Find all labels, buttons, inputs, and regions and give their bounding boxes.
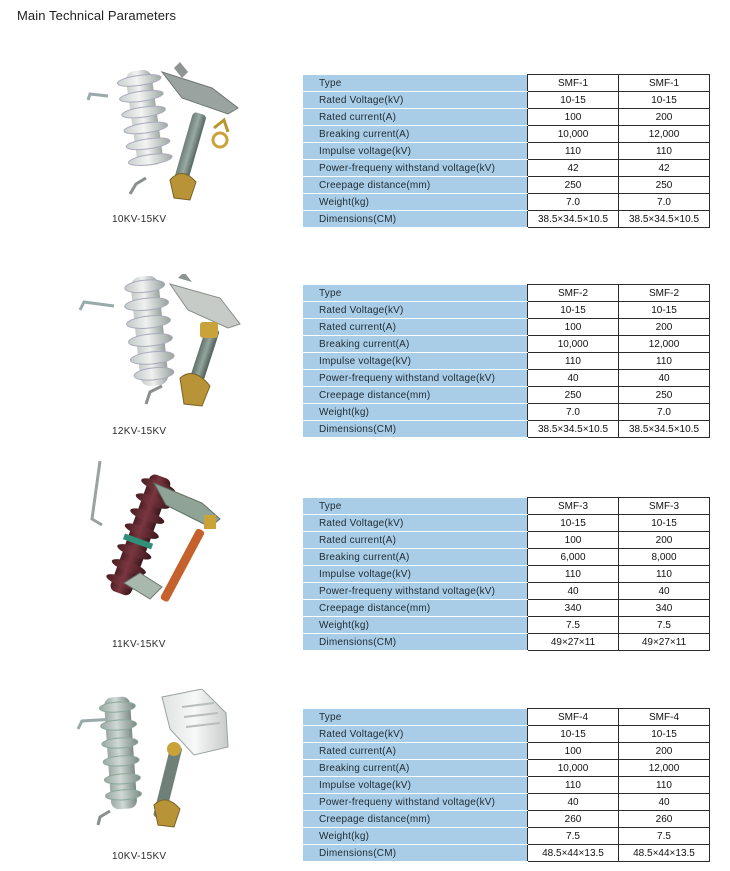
- param-label: Dimensions(CM): [303, 421, 528, 438]
- value-cell: 38.5×34.5×10.5: [619, 421, 710, 438]
- value-cell: 12,000: [619, 760, 710, 777]
- value-cell: 40: [528, 794, 619, 811]
- table-row: [303, 617, 710, 634]
- table-row: [303, 92, 710, 109]
- table-row: [303, 549, 710, 566]
- value-cell: 200: [619, 109, 710, 126]
- param-label: Creepage distance(mm): [303, 387, 528, 404]
- value-cell: 12,000: [619, 336, 710, 353]
- param-label: Weight(kg): [303, 828, 528, 845]
- param-label: Impulse voltage(kV): [303, 143, 528, 160]
- value-cell: 6,000: [528, 549, 619, 566]
- value-cell: 49×27×11: [528, 634, 619, 651]
- value-cell: 250: [528, 387, 619, 404]
- value-cell: 8,000: [619, 549, 710, 566]
- param-label: Power-frequeny withstand voltage(kV): [303, 370, 528, 387]
- param-label: Creepage distance(mm): [303, 811, 528, 828]
- param-label: Creepage distance(mm): [303, 177, 528, 194]
- value-cell: 7.5: [619, 828, 710, 845]
- value-cell: 7.0: [619, 404, 710, 421]
- value-cell: 48.5×44×13.5: [528, 845, 619, 862]
- param-label: Type: [303, 285, 528, 302]
- value-cell: 40: [619, 583, 710, 600]
- table-row: [303, 532, 710, 549]
- table-row: [303, 404, 710, 421]
- value-cell: 12,000: [619, 126, 710, 143]
- value-cell: 7.0: [528, 404, 619, 421]
- param-label: Rated Voltage(kV): [303, 726, 528, 743]
- param-label: Type: [303, 709, 528, 726]
- table-row: [303, 353, 710, 370]
- value-cell: 110: [528, 566, 619, 583]
- value-cell: 7.5: [528, 617, 619, 634]
- table-row: [303, 143, 710, 160]
- param-label: Dimensions(CM): [303, 845, 528, 862]
- table-row: [303, 794, 710, 811]
- value-cell: 7.0: [619, 194, 710, 211]
- value-cell: 200: [619, 532, 710, 549]
- table-row: [303, 760, 710, 777]
- value-cell: 250: [619, 177, 710, 194]
- value-cell: 7.5: [528, 828, 619, 845]
- param-label: Rated current(A): [303, 319, 528, 336]
- value-cell: 340: [619, 600, 710, 617]
- product-caption: 10KV-15KV: [112, 214, 167, 225]
- value-cell: 110: [619, 566, 710, 583]
- table-row: [303, 600, 710, 617]
- value-cell: 48.5×44×13.5: [619, 845, 710, 862]
- param-label: Rated current(A): [303, 109, 528, 126]
- value-cell: 10-15: [619, 726, 710, 743]
- table-row: [303, 109, 710, 126]
- value-cell: 10,000: [528, 760, 619, 777]
- fuse-cutout-grey-porcelain-icon: [70, 62, 260, 212]
- value-cell: SMF-3: [619, 498, 710, 515]
- product-caption: 10KV-15KV: [112, 851, 167, 862]
- param-label: Power-frequeny withstand voltage(kV): [303, 794, 528, 811]
- param-label: Breaking current(A): [303, 336, 528, 353]
- spec-table-1: [302, 74, 710, 228]
- param-label: Dimensions(CM): [303, 211, 528, 228]
- param-label: Weight(kg): [303, 404, 528, 421]
- value-cell: 100: [528, 532, 619, 549]
- value-cell: 7.5: [619, 617, 710, 634]
- table-row: [303, 777, 710, 794]
- param-label: Weight(kg): [303, 194, 528, 211]
- table-row: [303, 75, 710, 92]
- value-cell: 40: [619, 794, 710, 811]
- table-row: [303, 160, 710, 177]
- table-row: [303, 126, 710, 143]
- param-label: Power-frequeny withstand voltage(kV): [303, 160, 528, 177]
- value-cell: SMF-2: [528, 285, 619, 302]
- value-cell: 10-15: [619, 515, 710, 532]
- param-label: Rated current(A): [303, 532, 528, 549]
- value-cell: 10-15: [528, 302, 619, 319]
- value-cell: 42: [619, 160, 710, 177]
- fuse-cutout-grey-porcelain-icon: [70, 274, 260, 424]
- value-cell: 250: [528, 177, 619, 194]
- value-cell: SMF-3: [528, 498, 619, 515]
- param-label: Breaking current(A): [303, 549, 528, 566]
- table-row: [303, 709, 710, 726]
- param-label: Type: [303, 75, 528, 92]
- value-cell: 100: [528, 743, 619, 760]
- table-row: [303, 498, 710, 515]
- value-cell: 200: [619, 743, 710, 760]
- value-cell: 110: [619, 353, 710, 370]
- param-label: Creepage distance(mm): [303, 600, 528, 617]
- value-cell: 100: [528, 109, 619, 126]
- param-label: Rated Voltage(kV): [303, 515, 528, 532]
- table-row: [303, 726, 710, 743]
- value-cell: SMF-1: [528, 75, 619, 92]
- table-row: [303, 421, 710, 438]
- param-label: Impulse voltage(kV): [303, 777, 528, 794]
- table-row: [303, 515, 710, 532]
- value-cell: 100: [528, 319, 619, 336]
- table-row: [303, 566, 710, 583]
- value-cell: 42: [528, 160, 619, 177]
- value-cell: 49×27×11: [619, 634, 710, 651]
- value-cell: 110: [528, 353, 619, 370]
- param-label: Breaking current(A): [303, 760, 528, 777]
- param-label: Impulse voltage(kV): [303, 353, 528, 370]
- value-cell: SMF-2: [619, 285, 710, 302]
- table-row: [303, 583, 710, 600]
- param-label: Rated current(A): [303, 743, 528, 760]
- value-cell: 10-15: [528, 92, 619, 109]
- value-cell: 10-15: [619, 92, 710, 109]
- value-cell: 38.5×34.5×10.5: [528, 211, 619, 228]
- value-cell: 10,000: [528, 336, 619, 353]
- spec-table-3: [302, 497, 710, 651]
- param-label: Power-frequeny withstand voltage(kV): [303, 583, 528, 600]
- table-row: [303, 194, 710, 211]
- param-label: Dimensions(CM): [303, 634, 528, 651]
- value-cell: 110: [619, 143, 710, 160]
- table-row: [303, 336, 710, 353]
- table-row: [303, 370, 710, 387]
- value-cell: 7.0: [528, 194, 619, 211]
- table-row: [303, 845, 710, 862]
- table-row: [303, 828, 710, 845]
- param-label: Rated Voltage(kV): [303, 302, 528, 319]
- table-row: [303, 634, 710, 651]
- param-label: Impulse voltage(kV): [303, 566, 528, 583]
- value-cell: 38.5×34.5×10.5: [528, 421, 619, 438]
- param-label: Weight(kg): [303, 617, 528, 634]
- table-row: [303, 387, 710, 404]
- value-cell: 38.5×34.5×10.5: [619, 211, 710, 228]
- fuse-cutout-brown-porcelain-icon: [70, 459, 260, 609]
- table-row: [303, 302, 710, 319]
- value-cell: 40: [528, 370, 619, 387]
- spec-table-4: [302, 708, 710, 862]
- table-row: [303, 177, 710, 194]
- value-cell: 10-15: [619, 302, 710, 319]
- value-cell: 250: [619, 387, 710, 404]
- page-title: Main Technical Parameters: [17, 8, 177, 23]
- table-row: [303, 811, 710, 828]
- value-cell: SMF-4: [619, 709, 710, 726]
- param-label: Breaking current(A): [303, 126, 528, 143]
- value-cell: SMF-1: [619, 75, 710, 92]
- param-label: Rated Voltage(kV): [303, 92, 528, 109]
- table-row: [303, 211, 710, 228]
- value-cell: 200: [619, 319, 710, 336]
- value-cell: 40: [619, 370, 710, 387]
- table-row: [303, 285, 710, 302]
- value-cell: 110: [528, 143, 619, 160]
- product-caption: 12KV-15KV: [112, 426, 167, 437]
- value-cell: 260: [619, 811, 710, 828]
- value-cell: 10,000: [528, 126, 619, 143]
- product-caption: 11KV-15KV: [112, 639, 166, 650]
- value-cell: 10-15: [528, 515, 619, 532]
- value-cell: 110: [528, 777, 619, 794]
- value-cell: 110: [619, 777, 710, 794]
- value-cell: 40: [528, 583, 619, 600]
- value-cell: SMF-4: [528, 709, 619, 726]
- table-row: [303, 743, 710, 760]
- param-label: Type: [303, 498, 528, 515]
- value-cell: 260: [528, 811, 619, 828]
- fuse-cutout-with-arc-chute-icon: [70, 689, 260, 839]
- value-cell: 10-15: [528, 726, 619, 743]
- value-cell: 340: [528, 600, 619, 617]
- table-row: [303, 319, 710, 336]
- spec-table-2: [302, 284, 710, 438]
